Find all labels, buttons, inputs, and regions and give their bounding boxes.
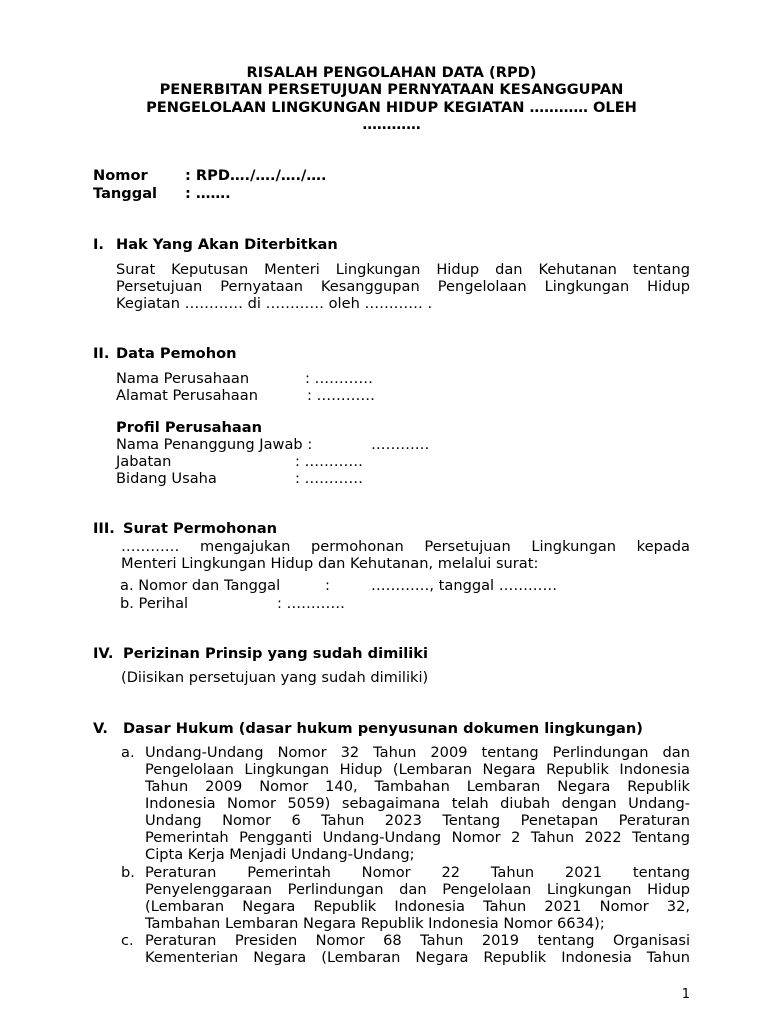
bidang-usaha-label: Bidang Usaha bbox=[116, 470, 217, 487]
section-1-body bbox=[116, 261, 690, 312]
list-item bbox=[145, 864, 690, 932]
list-item-line: (Lembaran Negara Republik Indonesia Tahun 2021 Nomor 32, bbox=[145, 898, 690, 915]
section-3-heading: Surat Permohonan bbox=[123, 520, 278, 537]
section-3-number: III. bbox=[93, 520, 115, 537]
list-item-line: Undang Nomor 6 Tahun 2023 Tentang Penetapan Peraturan bbox=[145, 812, 690, 829]
title-line-4: ………… bbox=[362, 116, 421, 134]
list-item bbox=[145, 932, 690, 966]
nomor-label: Nomor bbox=[93, 167, 148, 184]
bidang-usaha-value: : ………… bbox=[295, 470, 363, 487]
nomor-tanggal-label: a. Nomor dan Tanggal bbox=[120, 577, 281, 594]
title-line-2: PENERBITAN PERSETUJUAN PERNYATAAN KESANGGUPAN bbox=[159, 81, 624, 99]
section-5-heading: Dasar Hukum (dasar hukum penyusunan dokumen lingkungan) bbox=[123, 720, 643, 737]
jabatan-value: : ………… bbox=[295, 453, 363, 470]
profil-perusahaan-heading: Profil Perusahaan bbox=[116, 419, 263, 436]
section-2-number: II. bbox=[93, 345, 110, 362]
list-item-line: Tambahan Lembaran Negara Republik Indonesia Nomor 6634); bbox=[145, 915, 605, 932]
section-3-line: ………… mengajukan permohonan Persetujuan Lingkungan kepada bbox=[121, 538, 690, 555]
section-4-heading: Perizinan Prinsip yang sudah dimiliki bbox=[123, 645, 428, 662]
alamat-perusahaan-label: Alamat Perusahaan bbox=[116, 387, 258, 404]
nama-perusahaan-value: : ………… bbox=[305, 370, 373, 387]
nomor-tanggal-value: …………, tanggal ………… bbox=[371, 577, 558, 594]
nomor-tanggal-colon: : bbox=[325, 577, 330, 594]
list-item-line: Peraturan Pemerintah Nomor 22 Tahun 2021 tentang bbox=[145, 864, 690, 881]
nomor-value: : RPD…./…./…./…. bbox=[185, 167, 327, 184]
list-item-label: a. bbox=[121, 744, 135, 761]
title-line-1: RISALAH PENGOLAHAN DATA (RPD) bbox=[246, 64, 537, 81]
list-item-label: c. bbox=[121, 932, 134, 949]
list-item-line: Indonesia Nomor 5059) sebagaimana telah diubah dengan Undang- bbox=[145, 795, 690, 812]
list-item-line: Tahun 2009 Nomor 140, Tambahan Lembaran Negara Republik bbox=[145, 778, 690, 795]
alamat-perusahaan-value: : ………… bbox=[307, 387, 375, 404]
title-line-3: PENGELOLAAN LINGKUNGAN HIDUP KEGIATAN ………… OLEH bbox=[146, 98, 637, 116]
section-1-line: Surat Keputusan Menteri Lingkungan Hidup dan Kehutanan tentang bbox=[116, 261, 690, 278]
page-number: 1 bbox=[681, 987, 690, 1002]
penanggung-jawab-value: ………… bbox=[371, 436, 430, 453]
section-5-number: V. bbox=[93, 720, 108, 737]
list-item-label: b. bbox=[121, 864, 135, 881]
section-1-heading: Hak Yang Akan Diterbitkan bbox=[116, 236, 338, 253]
section-1-number: I. bbox=[93, 236, 104, 253]
tanggal-value: : ……. bbox=[185, 185, 231, 202]
section-2-heading: Data Pemohon bbox=[116, 345, 237, 362]
list-item-line: Cipta Kerja Menjadi Undang-Undang; bbox=[145, 846, 415, 863]
perihal-label: b. Perihal bbox=[120, 595, 189, 612]
section-4-number: IV. bbox=[93, 645, 114, 662]
list-item bbox=[145, 744, 690, 863]
section-1-line: Persetujuan Pernyataan Kesanggupan Pengelolaan Lingkungan Hidup bbox=[116, 278, 690, 295]
list-item-line: Pengelolaan Lingkungan Hidup (Lembaran Negara Republik Indonesia bbox=[145, 761, 690, 778]
list-item-line: Undang-Undang Nomor 32 Tahun 2009 tentang Perlindungan dan bbox=[145, 744, 690, 761]
list-item-line: Kementerian Negara (Lembaran Negara Republik Indonesia Tahun bbox=[145, 949, 690, 966]
section-4-note: (Diisikan persetujuan yang sudah dimiliki) bbox=[121, 669, 429, 686]
jabatan-label: Jabatan bbox=[116, 453, 172, 470]
section-1-line: Kegiatan ………… di ………… oleh ………… . bbox=[116, 295, 433, 312]
section-3-line: Menteri Lingkungan Hidup dan Kehutanan, melalui surat: bbox=[121, 555, 539, 572]
penanggung-jawab-label: Nama Penanggung Jawab : bbox=[116, 436, 313, 453]
perihal-value: : ………… bbox=[277, 595, 345, 612]
document-title bbox=[110, 64, 673, 134]
section-3-body bbox=[121, 538, 690, 572]
nama-perusahaan-label: Nama Perusahaan bbox=[116, 370, 250, 387]
list-item-line: Pemerintah Pengganti Undang-Undang Nomor 2 Tahun 2022 Tentang bbox=[145, 829, 690, 846]
list-item-line: Peraturan Presiden Nomor 68 Tahun 2019 tentang Organisasi bbox=[145, 932, 690, 949]
list-item-line: Penyelenggaraan Perlindungan dan Pengelolaan Lingkungan Hidup bbox=[145, 881, 690, 898]
tanggal-label: Tanggal bbox=[93, 185, 158, 202]
